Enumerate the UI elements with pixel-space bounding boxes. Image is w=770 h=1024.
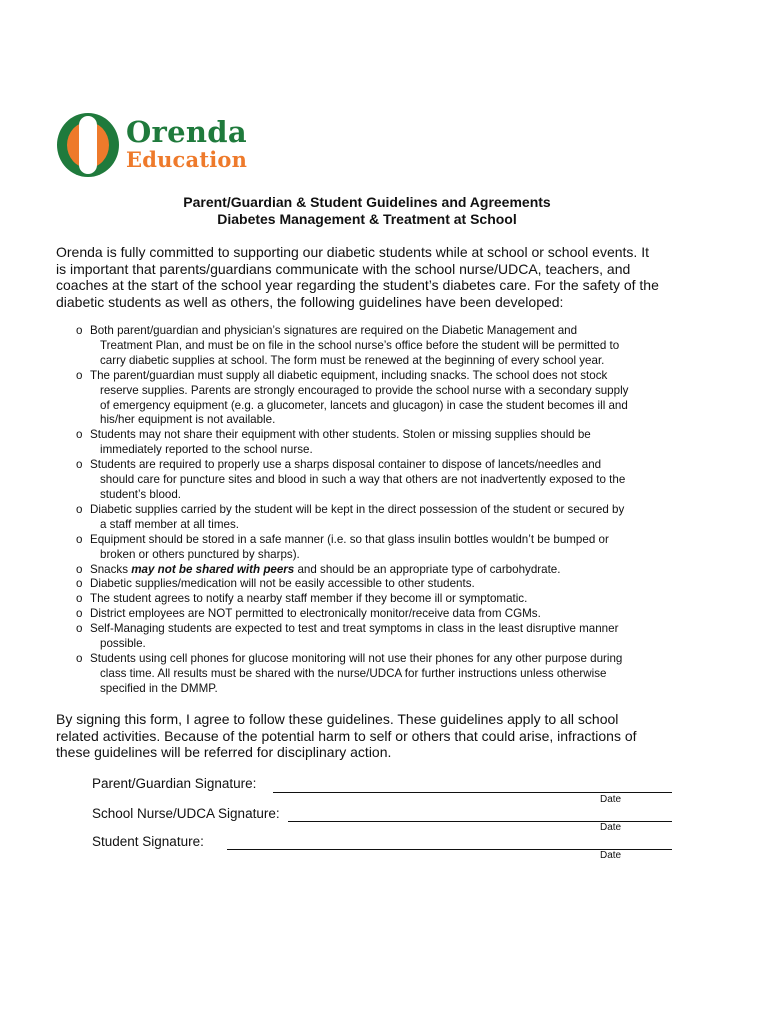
- snacks-emphasis: may not be shared with peers: [131, 562, 295, 576]
- list-item: o Students are required to properly use a sharps disposal container to dispose of lancets/needles and should care for puncture sites and blood in such a way that others are not inadvertently exposed to the student’s blood.: [76, 458, 626, 501]
- logo-word-education: Education: [126, 147, 248, 172]
- nurse-date-label: Date: [600, 822, 622, 833]
- orenda-education-logo: [56, 112, 256, 178]
- list-item: o Both parent/guardian and physician’s signatures are required on the Diabetic Management and Treatment Plan, and must be on file in the school nurse’s office before the student will be permitted to carry diabetic supplies at school. The form must be renewed at the beginning of every school year.: [76, 324, 620, 367]
- orenda-o-logo-icon: [56, 112, 120, 178]
- logo-word-orenda: Orenda: [126, 115, 247, 149]
- student-date-label: Date: [600, 850, 622, 861]
- nurse-signature-label: School Nurse/UDCA Signature:: [92, 806, 280, 821]
- list-item: o The student agrees to notify a nearby staff member if they become ill or symptomatic.: [76, 592, 528, 606]
- list-item: o Diabetic supplies carried by the student will be kept in the direct possession of the student or secured by a staff member at all times.: [76, 502, 625, 531]
- intro-paragraph: Orenda is fully committed to supporting our diabetic students while at school or school events. It is important that parents/guardians communicate with the school nurse/UDCA, teachers, and coaches at the start of the school year regarding the student’s diabetes care. For the safety of the diabetic students as well as others, the following guidelines have been developed:: [56, 244, 659, 310]
- list-item: o District employees are NOT permitted to electronically monitor/receive data from CGMs.: [76, 607, 541, 621]
- student-signature-label: Student Signature:: [92, 834, 204, 849]
- parent-date-label: Date: [600, 794, 622, 805]
- list-item: o Diabetic supplies/medication will not be easily accessible to other students.: [76, 577, 475, 591]
- parent-signature-line[interactable]: [273, 792, 672, 793]
- document-title: [0, 194, 734, 228]
- list-item: o Equipment should be stored in a safe manner (i.e. so that glass insulin bottles wouldn’t be bumped or broken or others punctured by sharps).: [76, 532, 609, 561]
- parent-signature-label: Parent/Guardian Signature:: [92, 776, 257, 791]
- list-item: o Self-Managing students are expected to test and treat symptoms in class in the least disruptive manner possible.: [76, 622, 619, 651]
- closing-paragraph: By signing this form, I agree to follow these guidelines. These guidelines apply to all school related activities. Because of the potential harm to self or others that could arise, infractions of these guidelines will be referred for disciplinary action.: [56, 711, 637, 761]
- list-item-snacks: o Snacks may not be shared with peers and should be an appropriate type of carbohydrate.: [76, 562, 561, 576]
- title-line-2: Diabetes Management & Treatment at School: [217, 211, 517, 227]
- guidelines-list: [76, 324, 676, 697]
- list-item: o The parent/guardian must supply all diabetic equipment, including snacks. The school does not stock reserve supplies. Parents are strongly encouraged to provide the school nurse with a secondary supply of emergency equipment (e.g. a glucometer, lancets and glucagon) in case the student becomes ill and his/her equipment is not available.: [76, 368, 629, 427]
- list-item: o Students may not share their equipment with other students. Stolen or missing supplies should be immediately reported to the school nurse.: [76, 428, 591, 457]
- list-item: o Students using cell phones for glucose monitoring will not use their phones for any other purpose during class time. All results must be shared with the nurse/UDCA for further instructions unless otherwise specified in the DMMP.: [76, 651, 623, 695]
- title-line-1: Parent/Guardian & Student Guidelines and Agreements: [183, 194, 551, 210]
